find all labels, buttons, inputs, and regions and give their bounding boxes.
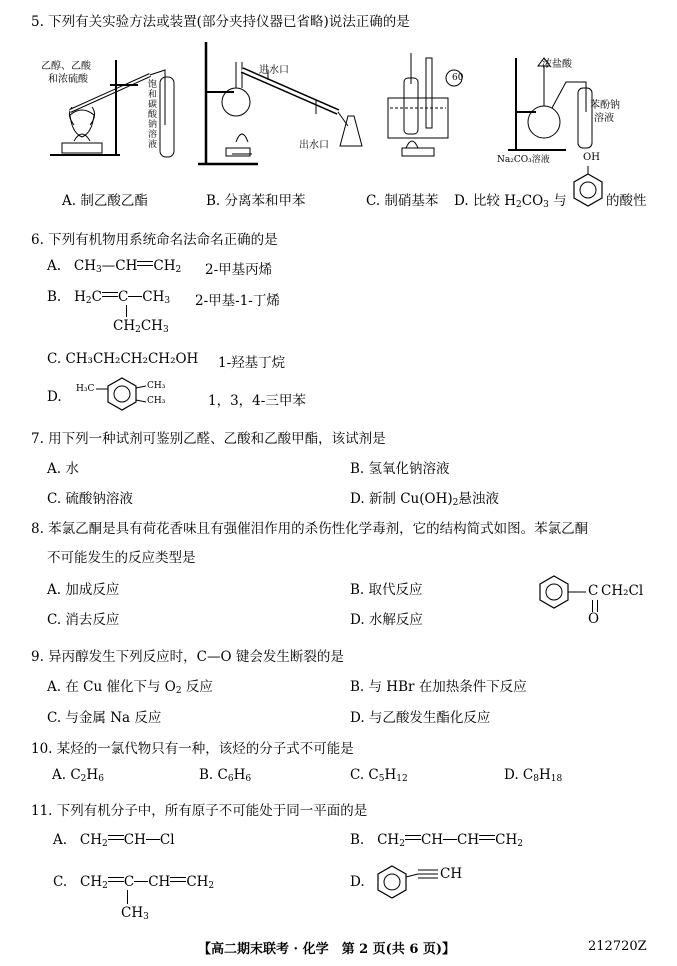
- q6-d-ch3-bottom: CH₃: [147, 396, 166, 406]
- q10-a-pre: A. C: [52, 767, 81, 783]
- double-bond: [108, 835, 124, 840]
- q7-option-c[interactable]: C. 硫酸钠溶液: [47, 491, 133, 507]
- q11-a-label: A.: [53, 832, 68, 848]
- apparatus-b-water-out: 出水口: [299, 140, 329, 151]
- sub: 2: [85, 296, 92, 306]
- q11-c-ch3: CH: [121, 905, 144, 921]
- q10-option-c[interactable]: [350, 767, 408, 783]
- q8-option-d[interactable]: D. 水解反应: [350, 612, 423, 628]
- sub: 3: [164, 296, 171, 306]
- q11-c-methyl: [121, 905, 149, 921]
- q5-option-d-co: CO: [521, 193, 544, 209]
- q8-stem-line-1: 8. 苯氯乙酮是具有荷花香味且有强催泪作用的杀伤性化学毒剂，它的结构简式如图。苯氯乙酮: [31, 521, 589, 537]
- q11-b-ch2end: CH: [495, 832, 518, 848]
- q6-b-label: B.: [47, 289, 62, 305]
- sub: 2: [452, 498, 459, 508]
- q11-c-ch2end: CH: [186, 874, 209, 890]
- q5-option-a[interactable]: A. 制乙酸乙酯: [62, 193, 148, 209]
- q6-a-name: 2-甲基丙烯: [205, 262, 273, 278]
- q5-option-d[interactable]: [454, 189, 567, 209]
- single-bond: [146, 839, 160, 840]
- q6-stem: 6. 下列有机物用系统命名法命名正确的是: [31, 232, 278, 248]
- apparatus-d-hcl: 浓盐酸: [542, 59, 572, 70]
- q9-stem: 9. 异丙醇发生下列反应时，C—O 键会发生断裂的是: [31, 649, 344, 665]
- q10-stem: 10. 某烃的一氯代物只有一种，该烃的分子式不可能是: [31, 741, 354, 757]
- q8-option-c[interactable]: C. 消去反应: [47, 612, 120, 628]
- vertical-bond: [127, 890, 128, 904]
- sub-3: 3: [543, 200, 549, 210]
- q6-d-name: 1，3，4-三甲苯: [208, 393, 306, 409]
- q9-option-a[interactable]: [47, 675, 213, 695]
- q11-c-ch2: CH: [80, 874, 103, 890]
- apparatus-a-label-2: 和浓硫酸: [48, 74, 88, 85]
- phenol-oh-label: OH: [583, 152, 600, 163]
- q9-a-post: 反应: [181, 679, 213, 695]
- q11-a-cl: Cl: [159, 832, 175, 848]
- q11-stem: 11. 下列有机分子中，所有原子不可能处于同一平面的是: [31, 803, 368, 819]
- sub: 18: [550, 774, 563, 784]
- q5-option-d-pre: D. 比较 H: [454, 193, 516, 209]
- sub: 5: [378, 774, 385, 784]
- q10-option-a[interactable]: [52, 767, 104, 783]
- q7-option-d[interactable]: [350, 487, 499, 507]
- sub-2: 2: [516, 200, 522, 210]
- q8-struct-c: C: [588, 583, 599, 599]
- apparatus-d-phenolate-1: 苯酚钠: [590, 100, 620, 111]
- sub: 2: [102, 839, 108, 849]
- q6-option-c[interactable]: [47, 351, 198, 367]
- sub: 2: [102, 881, 108, 891]
- q6-b-ch3: CH: [142, 289, 165, 305]
- q7-option-b[interactable]: B. 氢氧化钠溶液: [350, 461, 450, 477]
- q9-option-b[interactable]: B. 与 HBr 在加热条件下反应: [350, 679, 527, 695]
- sub: 8: [533, 774, 539, 784]
- double-bond: [170, 877, 186, 882]
- q6-d-h3c: H₃C: [76, 384, 95, 394]
- q11-b-ch1: CH: [420, 832, 444, 848]
- q10-a-mid: H: [86, 767, 99, 783]
- q5-stem: 5. 下列有关实验方法或装置(部分夹持仪器已省略)说法正确的是: [31, 14, 410, 30]
- q6-b-ch2: CH: [113, 318, 136, 334]
- q11-b-label: B.: [350, 832, 365, 848]
- q11-c-c: C: [123, 874, 135, 890]
- sub: 2: [175, 686, 182, 696]
- q10-d-pre: D. C: [504, 767, 534, 783]
- sub: 6: [227, 774, 234, 784]
- apparatus-a-label-3: 饱和碳酸钠溶液: [148, 80, 158, 150]
- q6-c-name: 1-羟基丁烷: [218, 355, 286, 371]
- q6-b-name: 2-甲基-1-丁烯: [195, 293, 280, 309]
- page-footer: 【高二期末联考 · 化学 第 2 页(共 6 页)】: [198, 942, 456, 957]
- double-bond: [108, 877, 124, 882]
- phenacyl-chloride-structure: [536, 574, 599, 614]
- q9-option-c[interactable]: C. 与金属 Na 反应: [47, 710, 162, 726]
- q6-a-f4: CH: [153, 258, 176, 274]
- q6-a-label: A.: [47, 258, 62, 274]
- q10-b-mid: H: [233, 767, 246, 783]
- q8-stem-line-2: 不可能发生的反应类型是: [47, 550, 196, 566]
- q11-a-ch2: CH: [79, 832, 103, 848]
- q8-struct-ch2cl: CH₂Cl: [601, 583, 644, 599]
- phenylacetylene-structure: [374, 864, 446, 900]
- q6-option-d[interactable]: D.: [47, 389, 62, 405]
- q7-d-post: 悬浊液: [458, 491, 499, 507]
- q10-b-pre: B. C: [199, 767, 228, 783]
- q6-a-f3: —CH: [101, 258, 138, 274]
- sub: 6: [98, 774, 104, 784]
- sub: 2: [399, 839, 405, 849]
- q9-option-d[interactable]: D. 与乙酸发生酯化反应: [350, 710, 491, 726]
- sub: 3: [162, 325, 169, 335]
- apparatus-d-na2co3: Na₂CO₃溶液: [497, 155, 550, 165]
- q6-a-f1: CH: [73, 258, 97, 274]
- q11-a-ch: CH: [123, 832, 146, 848]
- q6-b-c1: C: [91, 289, 102, 305]
- q5-option-d-post: 的酸性: [606, 193, 647, 209]
- apparatus-c-temperature: 60: [452, 73, 464, 83]
- double-bond: [137, 261, 153, 266]
- sub: 12: [396, 774, 408, 784]
- q7-option-a[interactable]: A. 水: [47, 461, 79, 477]
- q6-option-a[interactable]: [47, 258, 181, 274]
- q10-c-pre: C. C: [350, 767, 379, 783]
- apparatus-b-water-in: 进水口: [259, 65, 289, 76]
- double-bond: [102, 292, 118, 297]
- paper-code: 212720Z: [588, 939, 647, 954]
- q11-option-c[interactable]: [53, 874, 214, 890]
- q10-c-mid: H: [384, 767, 397, 783]
- q10-option-d[interactable]: [504, 767, 562, 783]
- q7-stem: 7. 用下列一种试剂可鉴别乙醛、乙酸和乙酸甲酯，该试剂是: [31, 431, 386, 447]
- q5-option-c[interactable]: C. 制硝基苯: [366, 193, 439, 209]
- q11-b-ch2: CH: [377, 832, 400, 848]
- apparatus-d-phenolate-2: 溶液: [594, 113, 614, 124]
- q11-c-label: C.: [53, 874, 68, 890]
- sub: 2: [135, 325, 141, 335]
- q8-struct-o: O: [588, 611, 600, 627]
- q6-b-h: H: [74, 289, 86, 305]
- vertical-bond: [126, 305, 127, 317]
- sub: 2: [175, 265, 182, 275]
- q6-c-formula: CH₃CH₂CH₂CH₂OH: [65, 351, 199, 367]
- q10-option-b[interactable]: [199, 767, 251, 783]
- q11-c-ch: CH: [148, 874, 171, 890]
- q5-option-d-mid: 与: [548, 193, 567, 209]
- single-bond: [134, 881, 148, 882]
- double-bond: [405, 835, 421, 840]
- q9-a-pre: A. 在 Cu 催化下与 O: [47, 679, 176, 695]
- sub: 6: [245, 774, 252, 784]
- q6-c-label: C.: [47, 351, 62, 367]
- q11-option-a[interactable]: [53, 832, 175, 848]
- single-bond: [128, 296, 142, 297]
- phenol-benzene-ring: [570, 172, 606, 208]
- q11-b-ch2b: CH: [457, 832, 480, 848]
- double-bond: [479, 835, 495, 840]
- q7-d-pre: D. 新制 Cu(OH): [350, 491, 453, 507]
- sub: 3: [96, 265, 102, 275]
- apparatus-c-diagram: [382, 48, 472, 163]
- q11-option-d[interactable]: D.: [350, 874, 365, 890]
- single-bond: [443, 839, 457, 840]
- q11-option-b[interactable]: [350, 832, 523, 848]
- q6-b-ch: CH: [140, 318, 163, 334]
- q6-d-ch3-top: CH₃: [147, 381, 166, 391]
- q6-option-b[interactable]: [47, 289, 170, 305]
- q6-b-substituent: [113, 318, 169, 334]
- sub: 2: [208, 881, 215, 891]
- sub: 2: [80, 774, 87, 784]
- q11-d-ch: CH: [440, 866, 463, 882]
- sub: 2: [517, 839, 523, 849]
- q5-option-b[interactable]: B. 分离苯和甲苯: [206, 193, 306, 209]
- q10-d-mid: H: [539, 767, 551, 783]
- q6-b-c: C: [117, 289, 129, 305]
- q8-option-a[interactable]: A. 加成反应: [47, 582, 120, 598]
- sub: 3: [143, 912, 149, 922]
- apparatus-a-label-1: 乙醇、乙酸: [41, 61, 91, 72]
- q8-option-b[interactable]: B. 取代反应: [350, 582, 423, 598]
